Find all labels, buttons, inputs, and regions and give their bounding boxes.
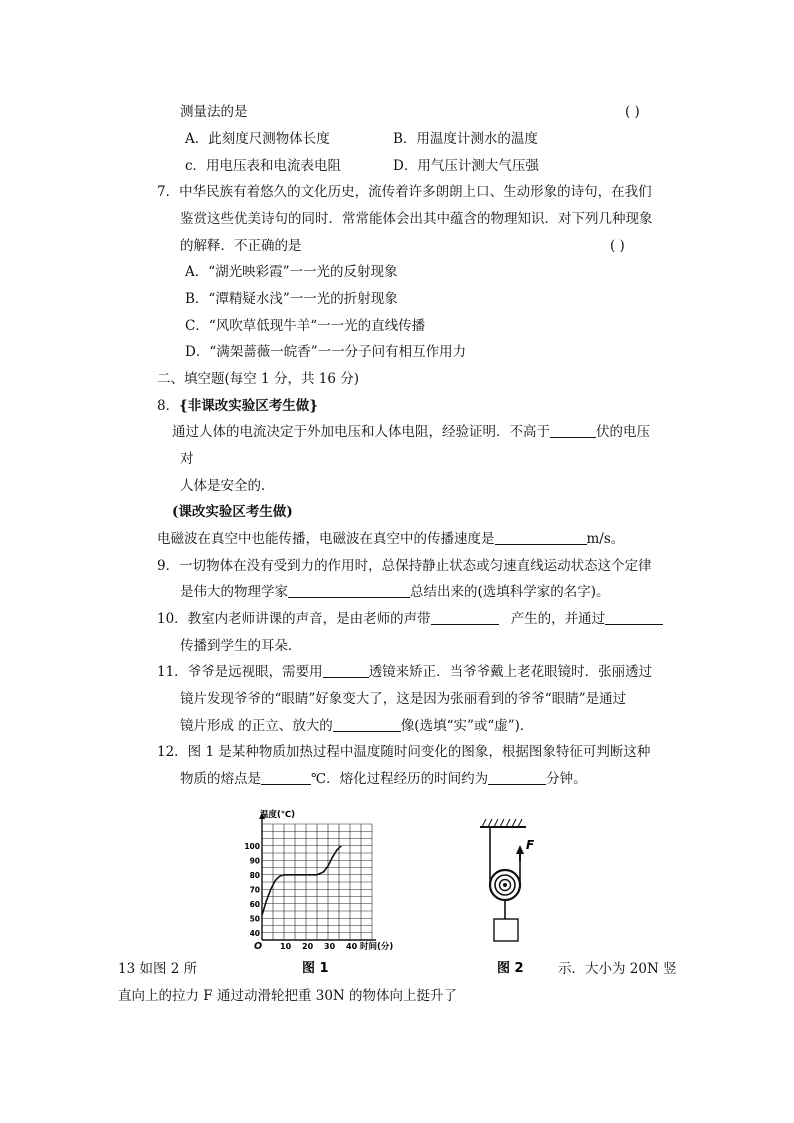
x-tick-label: 40 (346, 942, 358, 951)
q13-part-2: 示．大小为 20N 竖 (558, 961, 677, 977)
q10-blank-medium[interactable] (605, 610, 663, 625)
y-tick-label: 60 (249, 899, 260, 909)
q8-blank-speed[interactable] (495, 530, 587, 545)
y-tick-label: 40 (249, 928, 260, 938)
chart-grid (262, 824, 372, 940)
q8-line-1-text-b: 伏的电压 (596, 424, 650, 440)
q10-line-1-text-b: 产生的，并通过 (510, 611, 606, 627)
y-tick-label: 50 (249, 914, 260, 924)
q9-line-2-text: 是伟大的物理学家 (180, 584, 288, 600)
q7-option-b: B．“潭精疑水浅”一一光的折射现象 (185, 291, 398, 307)
x-tick-label: 10 (280, 942, 292, 951)
q8-line-4 (157, 530, 624, 548)
force-label: F (526, 838, 535, 852)
q12-line-2-text-b: ℃．熔化过程经历的时间约为 (311, 771, 489, 787)
y-tick-label: 100 (244, 841, 260, 851)
q13-line-2: 直向上的拉力 F 通过动滑轮把重 30N 的物体向上挺升了 (118, 988, 458, 1004)
q12-line-2-text-c: 分钟。 (546, 771, 587, 787)
q8-line-3: 人体是安全的． (180, 478, 275, 494)
q12-blank-duration[interactable] (488, 770, 546, 785)
ceiling-support (480, 819, 526, 827)
q8-number: 8． (157, 398, 180, 414)
q9-line-2-text-b: 总结出来的(选填科学家的名字)。 (410, 584, 610, 600)
figure-2-pulley (470, 815, 560, 980)
q7-option-a: A．“湖光映彩霞”一一光的反射现象 (185, 264, 398, 280)
q8-line-4-text: 电磁波在真空中也能传播，电磁波在真空中的传播速度是 (157, 531, 495, 547)
q12-line-2 (180, 770, 587, 788)
chart-x-axis-label: 时间(分) (360, 942, 394, 952)
series-line-temperature (262, 846, 341, 916)
q9-blank-scientist[interactable] (288, 583, 410, 598)
pulley-wheel (490, 870, 520, 900)
q6-stem: 测量法的是 (180, 104, 248, 120)
x-tick-label: 20 (302, 942, 314, 951)
q7-option-c: C．“风吹草低现牛羊“一一光的直线传播 (185, 318, 426, 334)
y-tick-label: 80 (249, 870, 260, 880)
q11-line-3-text-b: 像(选填“实”或“虚”)． (400, 718, 534, 734)
q8-line-4-unit: m/s。 (586, 531, 625, 547)
q12-blank-melting-point[interactable] (261, 770, 311, 785)
x-tick-label: 30 (324, 942, 336, 951)
q8-blank-voltage[interactable] (550, 423, 596, 438)
q10-blank-vibration[interactable] (431, 610, 499, 625)
q12-line-2-text: 物质的熔点是 (180, 771, 261, 787)
q6-answer-paren: ( ) (625, 104, 640, 120)
q11-line-3-text: 镜片形成 的正立、放大的 (180, 718, 333, 734)
q7-line-2: 鉴赏这些优美诗句的同时．常常能体会出其中蕴含的物理知识．对下列几种现象 (180, 211, 653, 227)
q8-header (157, 397, 318, 415)
weight-block (494, 919, 518, 941)
q12-line-1: 12．图 1 是某种物质加热过程中温度随时问变化的图象，根据图象特征可判断这种 (157, 744, 651, 760)
chart-caption: 图 1 (302, 961, 329, 976)
q11-line-1-text-b: 透镜来矫正．当爷爷戴上老花眼镜时．张丽透过 (368, 664, 653, 680)
q10-line-1 (157, 610, 663, 628)
q13-part-1: 13 如图 2 所 (118, 961, 198, 977)
chart-y-axis-label: 温度(℃) (260, 810, 296, 820)
q9-line-1: 9．一切物体在没有受到力的作用时，总保持静止状态或匀速直线运动状态这个定律 (157, 558, 652, 574)
y-tick-label: 90 (249, 856, 260, 866)
q11-line-2: 镜片发现爷爷的“眼睛”好象变大了，这是因为张丽看到的爷爷“眼睛”是通过 (180, 691, 627, 707)
q7-option-d: D．“满架蔷薇一皖香”一一分子问有相互作用力 (185, 344, 467, 360)
q8-tag-non-reform: {非课改实验区考生做} (179, 398, 318, 414)
q7-line-3: 的解释．不正确的是 (180, 238, 302, 254)
q9-line-2 (180, 583, 610, 601)
y-tick-label: 70 (249, 885, 260, 895)
q6-option-c: c．用电压表和电流表电阻 (185, 158, 342, 174)
q8-line-1 (172, 423, 650, 441)
q7-answer-paren: ( ) (610, 238, 625, 254)
q11-line-1-text: 11．爷爷是远视眼，需要用 (157, 664, 323, 680)
q11-line-3 (180, 717, 533, 735)
q8-line-1-text: 通过人体的电流决定于外加电压和人体电阻，经验证明．不高于 (172, 424, 550, 440)
section-title: 二、填空题(每空 1 分，共 16 分) (157, 371, 359, 387)
q6-option-a: A．此刻度尺测物体长度 (185, 131, 330, 147)
q10-line-1-text: 10．教室内老师讲课的声音，是由老师的声带 (157, 611, 431, 627)
chart-series (262, 846, 341, 916)
q8-tag-reform: (课改实验区考生做) (172, 504, 293, 520)
q11-blank-image[interactable] (333, 717, 401, 732)
figure-2-caption: 图 2 (497, 961, 524, 976)
q6-option-b: B．用温度计测水的温度 (393, 131, 538, 147)
q11-blank-lens[interactable] (323, 663, 369, 678)
chart-axes (259, 813, 376, 940)
q8-line-2: 对 (180, 451, 194, 467)
q11-line-1 (157, 663, 652, 681)
chart-origin-label: O (254, 941, 263, 952)
q6-option-d: D．用气压计测大气压强 (393, 158, 539, 174)
force-arrow-icon (516, 845, 524, 854)
q10-line-2: 传播到学生的耳朵． (180, 638, 302, 654)
q7-line-1: 7．中华民族有着悠久的文化历史，流传着许多朗朗上口、生动形象的诗句，在我们 (157, 184, 652, 200)
figure-1-chart (244, 800, 394, 980)
